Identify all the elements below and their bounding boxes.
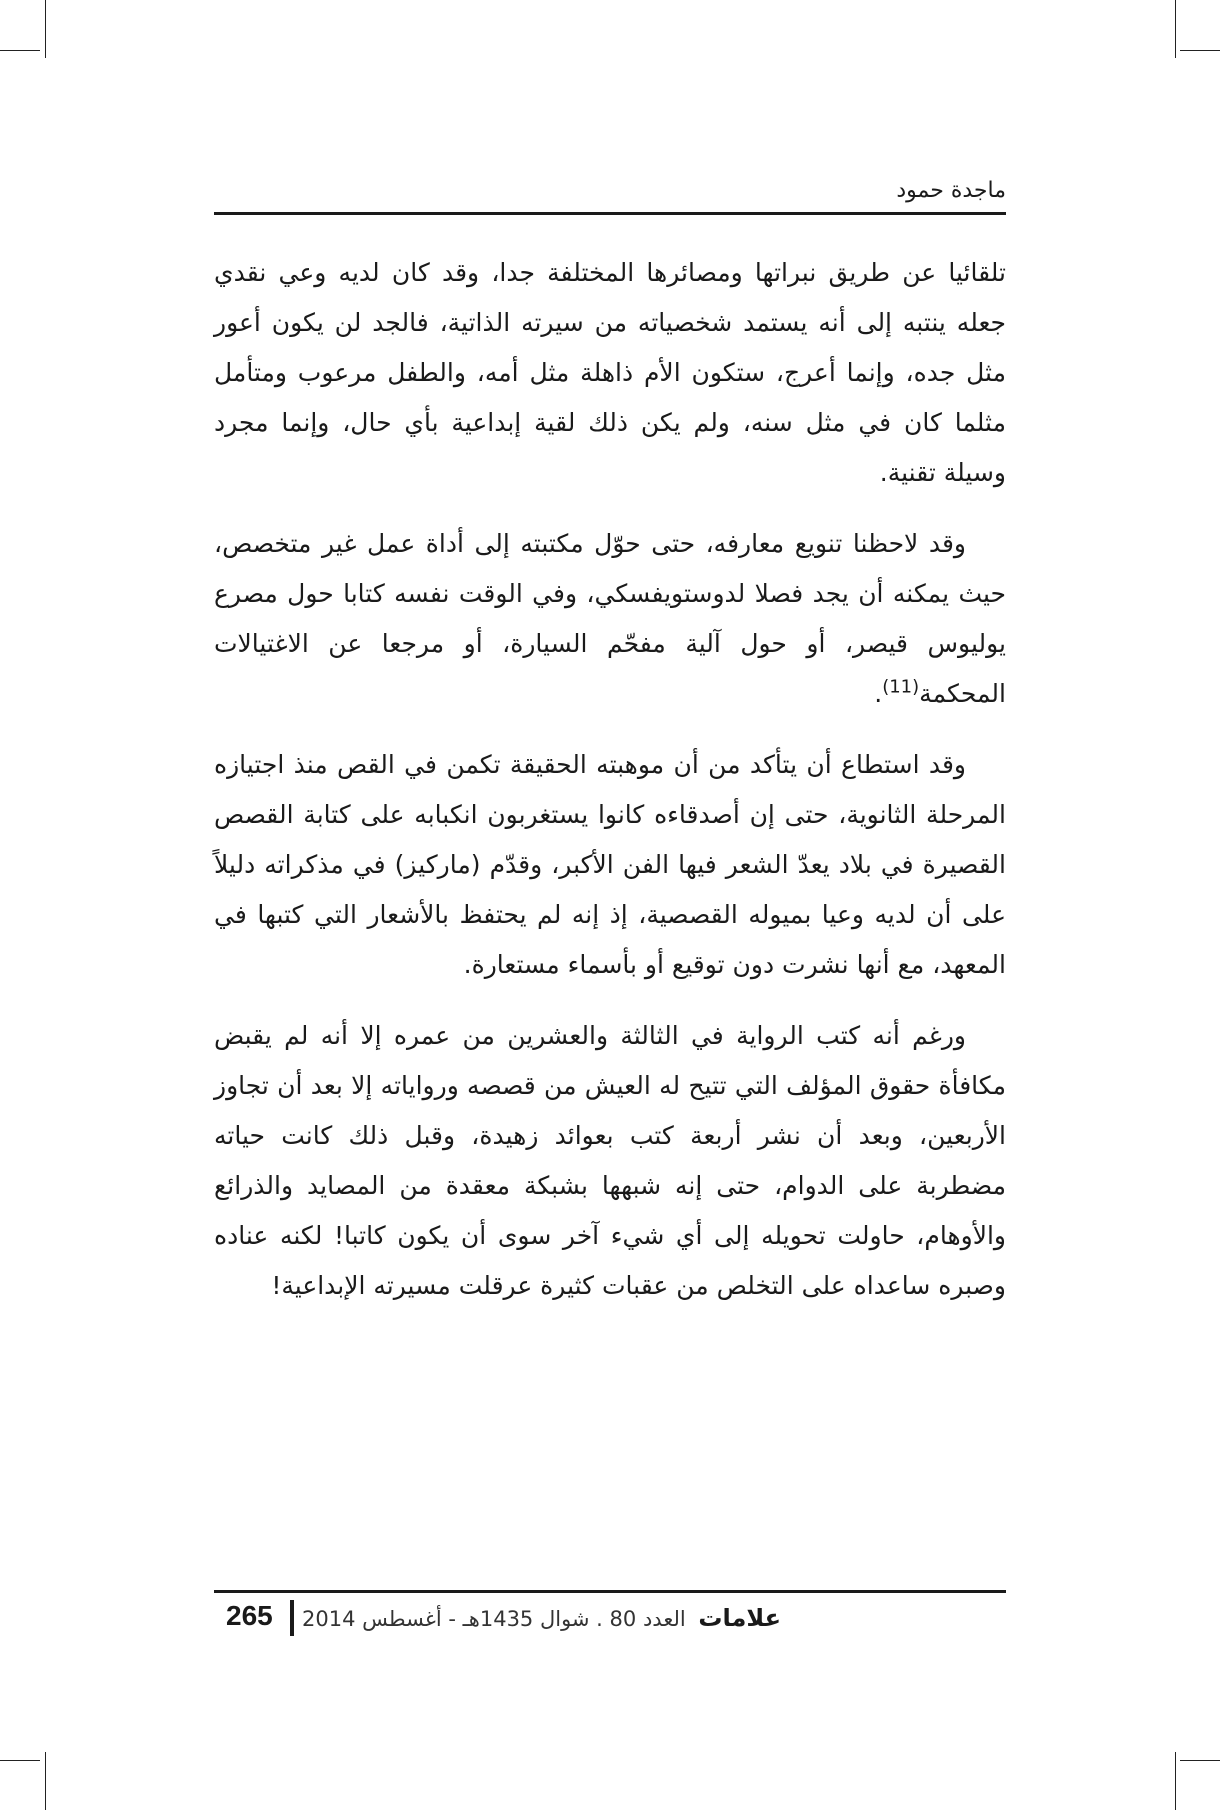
paragraph-3: وقد استطاع أن يتأكد من أن موهبته الحقيقة تكمن في القص منذ اجتيازه المرحلة الثانوية، حتى إن أصدقاءه كانوا يستغربون انكبابه على كتابة القصص القصيرة في بلاد يعدّ الشعر فيها الفن الأكبر، وقدّم (ماركيز) في مذكراته دليلاً على أن لديه وعيا بميوله القصصية، إذ إنه لم يحتفظ بالأشعار التي كتبها في المعهد، مع أنها نشرت دون توقيع أو بأسماء مستعارة.: [214, 750, 1006, 979]
journal-name: علامات: [698, 1604, 781, 1632]
issue-info: العدد 80 . شوال 1435هـ - أغسطس 2014: [302, 1607, 686, 1631]
crop-mark: [0, 1760, 40, 1761]
header-author: ماجدة حمود: [896, 178, 1006, 203]
paragraph-1: تلقائيا عن طريق نبراتها ومصائرها المختلفة جدا، وقد كان لديه وعي نقدي جعله ينتبه إلى أنه يستمد شخصياته من سيرته الذاتية، فالجد لن يكون أعور مثل جده، وإنما أعرج، ستكون الأم ذاهلة مثل أمه، والطفل مرعوب ومتأمل مثلما كان في مثل سنه، ولم يكن ذلك لقية إبداعية بأي حال، وإنما مجرد وسيلة تقنية.: [214, 258, 1006, 487]
crop-mark: [45, 0, 46, 58]
crop-mark: [45, 1752, 46, 1810]
footer-issue-line: [302, 1604, 781, 1632]
running-header: [214, 172, 1006, 212]
footer-rule: [214, 1590, 1006, 1593]
crop-mark: [1175, 0, 1176, 58]
page-number: 265: [226, 1600, 273, 1631]
crop-mark: [1175, 1752, 1176, 1810]
footnote-reference: (11): [882, 676, 920, 698]
header-rule: [214, 212, 1006, 215]
paragraph-2-text: وقد لاحظنا تنويع معارفه، حتى حوّل مكتبته إلى أداة عمل غير متخصص، حيث يمكنه أن يجد فصلا لدوستويفسكي، وفي الوقت نفسه كتابا حول مصرع يوليوس قيصر، أو حول آلية مفحّم السيارة، أو مرجعا عن الاغتيالات المحكمة: [214, 529, 1006, 708]
paragraph-2-tail: .: [874, 679, 883, 708]
paragraph-4: ورغم أنه كتب الرواية في الثالثة والعشرين من عمره إلا أنه لم يقبض مكافأة حقوق المؤلف التي تتيح له العيش من قصصه ورواياته إلا بعد أن تجاوز الأربعين، وبعد أن نشر أربعة كتب بعوائد زهيدة، وقبل ذلك كانت حياته مضطربة على الدوام، حتى إنه شبهها بشبكة معقدة من المصايد والذرائع والأوهام، حاولت تحويله إلى أي شيء آخر سوى أن يكون كاتبا! لكنه عناده وصبره ساعداه على التخلص من عقبات كثيرة عرقلت مسيرته الإبداعية!: [214, 1021, 1006, 1300]
paragraph-2: [214, 519, 1006, 719]
crop-mark: [0, 50, 40, 51]
crop-mark: [1180, 50, 1220, 51]
page-footer: [214, 1590, 1006, 1640]
footer-divider: [290, 1600, 294, 1636]
crop-mark: [1180, 1760, 1220, 1761]
article-body: [214, 248, 1006, 1332]
